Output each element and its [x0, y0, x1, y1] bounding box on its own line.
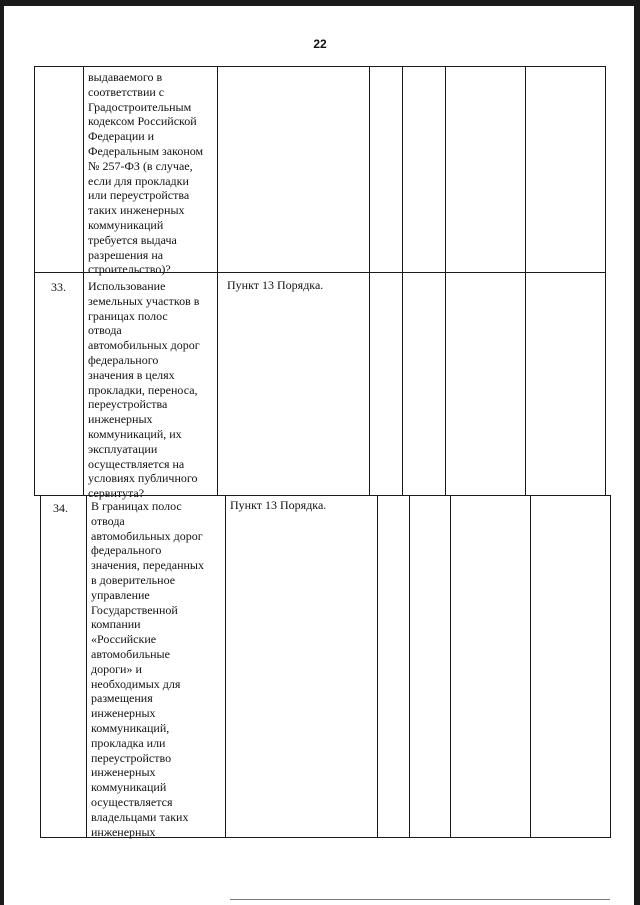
- row-reference: Пункт 13 Порядка.: [230, 498, 327, 512]
- column-divider: [530, 496, 531, 837]
- row-number: 33.: [51, 280, 66, 294]
- scan-border-left: [0, 0, 4, 905]
- column-divider: [525, 67, 526, 272]
- column-divider: [369, 67, 370, 272]
- column-divider: [525, 273, 526, 495]
- column-divider: [377, 496, 378, 837]
- column-divider: [402, 67, 403, 272]
- column-divider: [83, 67, 84, 272]
- row-question-text: выдаваемого в соответствии с Градостроительным кодексом Российской Федерации и Федеральным законом № 257-ФЗ (в случае, если для прокладки или переустройства таких инженерных коммуникаций требуется выдача разрешения на строительство)?: [88, 70, 204, 277]
- column-divider: [369, 273, 370, 495]
- column-divider: [86, 496, 87, 837]
- row-question-text: Использование земельных участков в границах полос отвода автомобильных дорог федерального значения в целях прокладки, переноса, переустройства инженерных коммуникаций, их эксплуатации осуществляется на условиях публичного сервитута?: [88, 279, 200, 501]
- row-number: 34.: [53, 501, 68, 515]
- table-row: [34, 66, 606, 277]
- scan-border-right: [634, 0, 640, 905]
- scan-border-top: [0, 0, 640, 6]
- row-reference: Пункт 13 Порядка.: [227, 278, 324, 292]
- column-divider: [409, 496, 410, 837]
- column-divider: [445, 273, 446, 495]
- page-number: 22: [313, 37, 327, 51]
- column-divider: [450, 496, 451, 837]
- row-question-text: В границах полос отвода автомобильных дорог федерального значения, переданных в доверительное управление Государственной компании «Российские автомобильные дороги» и необходимых для размещения инженерных коммуникаций, прокладка или переустройство инженерных коммуникаций осуществляется владельцами таких инженерных: [91, 499, 204, 839]
- column-divider: [83, 273, 84, 495]
- table-row: [40, 495, 611, 838]
- column-divider: [445, 67, 446, 272]
- scan-edge-line: [230, 899, 610, 900]
- column-divider: [402, 273, 403, 495]
- table-row: [34, 272, 606, 501]
- column-divider: [225, 496, 226, 837]
